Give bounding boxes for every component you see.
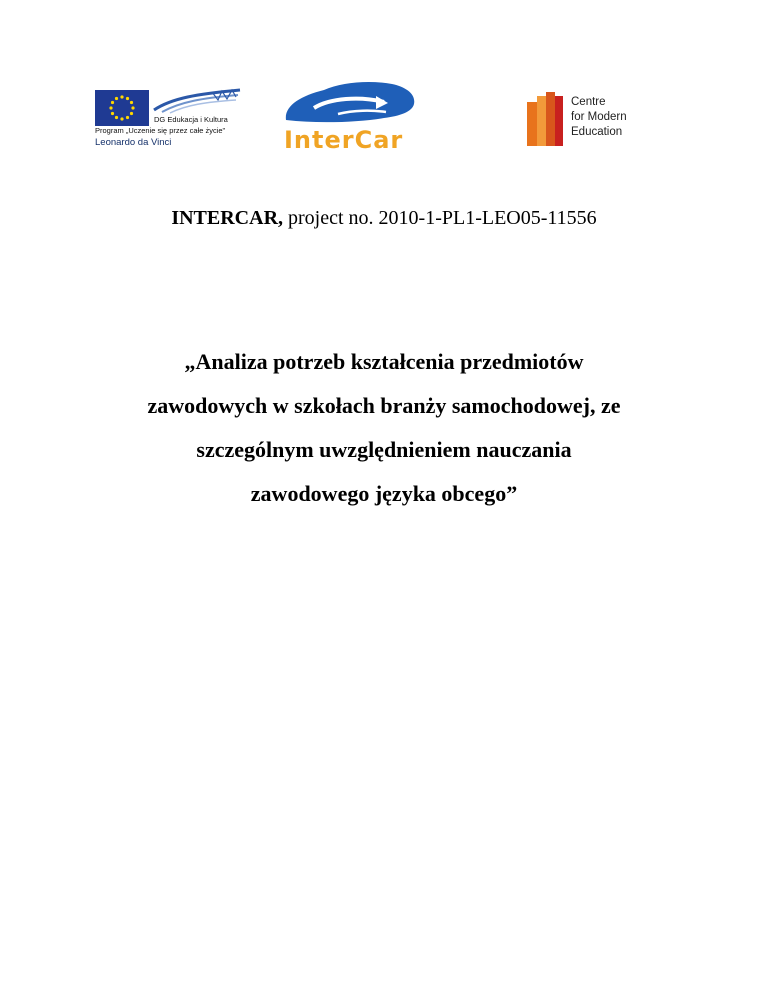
project-line (0, 205, 768, 231)
intercar-wordmark: InterCar (284, 126, 404, 154)
leonardo-da-vinci-text: Leonardo da Vinci (95, 137, 172, 148)
logo-header (0, 0, 768, 170)
eu-leonardo-logo (92, 88, 242, 150)
eu-flag-icon (95, 90, 149, 126)
cme-line-1: Centre (571, 96, 606, 108)
title-line-4: zawodowego języka obcego” (250, 481, 518, 506)
intercar-logo (280, 76, 420, 158)
cme-line-2: for Modern (571, 111, 627, 123)
cme-book-icon (527, 92, 567, 148)
title-line-2: zawodowych w szkołach branży samochodowej, ze (147, 393, 621, 418)
eu-program-text: Program „Uczenie się przez całe życie” (95, 126, 226, 135)
leonardo-swoosh-icon (152, 88, 242, 114)
cme-wordmark (571, 95, 627, 140)
project-number: project no. 2010-1-PL1-LEO05-11556 (283, 207, 597, 229)
title-line-3: szczególnym uwzględnieniem nauczania (196, 437, 572, 462)
cme-line-3: Education (571, 126, 623, 138)
title-line-1: „Analiza potrzeb kształcenia przedmiotów (184, 349, 584, 374)
document-title (60, 340, 708, 516)
intercar-car-icon (280, 76, 420, 126)
project-name: INTERCAR, (171, 207, 284, 229)
eu-dg-text: DG Edukacja i Kultura (154, 115, 228, 124)
cme-logo (527, 92, 647, 148)
